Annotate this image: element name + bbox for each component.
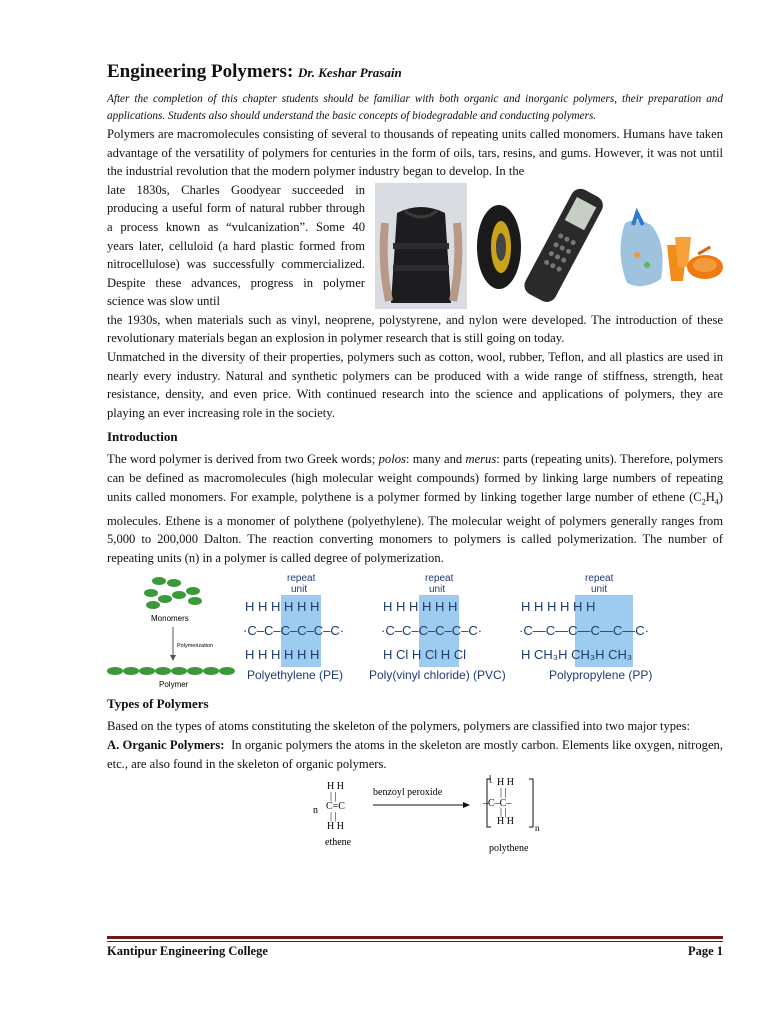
- wrapped-text: late 1830s, Charles Goodyear succeeded in producing a useful form of natural rubber through a process known as “vulcanization”. Some 40 years later, celluloid (a hard plastic formed from nitrocellulose) was successfully commercialized. Despite these advances, progress in polymer science was slow until: [107, 182, 365, 309]
- term-polos: polos: [378, 452, 406, 467]
- polythene-structure: [482, 775, 540, 833]
- footer-college: Kantipur Engineering College: [107, 944, 268, 958]
- svg-text:H CH₃H CH₃H CH₃: H CH₃H CH₃H CH₃: [521, 647, 633, 663]
- footer-rule: [107, 936, 723, 939]
- formula-h: H: [705, 489, 715, 504]
- tire-image: [477, 205, 521, 289]
- pvc-unit-label: unit: [429, 584, 446, 596]
- mobile-phone-image: [521, 185, 606, 305]
- intro-text-a: The word polymer is derived from two Greek words;: [107, 452, 379, 467]
- introduction-paragraph: [107, 450, 723, 567]
- pe-unit-label: unit: [291, 584, 308, 596]
- svg-text:[: [: [489, 775, 493, 785]
- document-page: [107, 60, 723, 859]
- page-title: [107, 60, 723, 85]
- polymer-chain: [107, 667, 235, 675]
- svg-text:| |: | |: [500, 787, 507, 799]
- polymerization-reaction: [107, 775, 723, 859]
- pvc-structure: [381, 599, 482, 662]
- pp-unit-label: unit: [591, 584, 608, 596]
- intro-text-c: : parts (repeating units). Therefore, polymers can be defined as macromolecules (high molecular weight compounds) formed by linking large numbers of repeating units called monomers. For example, polythene is a polymer formed by linking together large number of ethene (C: [107, 452, 724, 504]
- term-merus: merus: [465, 452, 497, 467]
- svg-text:| |: | |: [330, 811, 337, 823]
- polymer-label: Polymer: [159, 680, 189, 690]
- pe-name: Polyethylene (PE): [247, 668, 344, 683]
- pvc-repeat-label: repeat: [425, 573, 454, 585]
- svg-text:–C–C–: –C–C–: [483, 798, 512, 810]
- subscript-2: 2: [701, 497, 706, 507]
- intro-text-b: : many and: [405, 452, 466, 467]
- plastic-bag-image: [620, 213, 662, 286]
- svg-text:| |: | |: [500, 807, 507, 819]
- title-text: Engineering Polymers: [107, 61, 287, 82]
- types-paragraph: Based on the types of atoms constituting the skeleton of the polymers, polymers are classified into two major types:: [107, 719, 691, 734]
- svg-text:·C—C—C—C—C—C·: ·C—C—C—C—C—C·: [519, 623, 649, 639]
- footer-rule-thin: [107, 941, 723, 942]
- history-paragraph: the 1930s, when materials such as vinyl, neoprene, polystyrene, and nylon were developed. The introduction of these revolutionary materials began an explosion in polymer research that is still going on today.: [107, 312, 723, 346]
- organic-polymers-text: In organic polymers the atoms in the skeleton are mostly carbon. Elements like oxygen, nitrogen, etc., are also found in the skeleton of organic polymers.: [107, 738, 723, 771]
- polymer-structures-svg: [107, 573, 723, 689]
- subscript-4: 4: [714, 497, 719, 507]
- svg-text:H H H H H H: H H H H H H: [245, 647, 320, 663]
- svg-text:H H H H H H: H H H H H H: [521, 599, 596, 615]
- reaction-svg: [107, 775, 723, 859]
- ethene-label: ethene: [325, 837, 352, 849]
- polymerization-label: Polymerization: [177, 643, 214, 650]
- polymer-products-photo: [375, 183, 723, 309]
- wrapped-section: [107, 181, 723, 311]
- svg-text:C=C: C=C: [326, 801, 345, 813]
- monomer-cluster: [144, 577, 202, 609]
- ethene-structure: [313, 781, 345, 832]
- svg-text:H H: H H: [497, 777, 514, 789]
- svg-text:·C–C–C–C–C–C·: ·C–C–C–C–C–C·: [381, 623, 483, 639]
- types-heading: Types of Polymers: [107, 696, 209, 712]
- svg-text:H H: H H: [327, 781, 344, 793]
- svg-text:·C–C–C–C–C–C·: ·C–C–C–C–C–C·: [243, 623, 345, 639]
- author-name: Dr. Keshar Prasain: [298, 65, 402, 80]
- pe-structure: [243, 599, 344, 662]
- svg-text:H H H H H H: H H H H H H: [383, 599, 458, 615]
- intro-paragraph: Polymers are macromolecules consisting of several to thousands of repeating units called monomers. Humans have taken advantage of the versatility of polymers for centuries in the form of oils, tars, resins, and gums. However, it was not until the industrial revolution that the modern polymer industry began to develop. In the: [107, 127, 723, 179]
- pp-name: Polypropylene (PP): [549, 668, 653, 683]
- monomers-label: Monomers: [151, 614, 189, 624]
- svg-text:H H: H H: [497, 816, 514, 828]
- polythene-label: polythene: [489, 843, 529, 855]
- properties-paragraph: Unmatched in the diversity of their properties, polymers such as cotton, wool, rubber, Teflon, and all plastics are used in nearly every industry. Natural and synthetic polymers can be produced with a wide range of stiffness, strength, heat resistance, density, and even price. With continued research into the science and applications of polymers, they are playing an ever increasing role in the society.: [107, 349, 723, 420]
- footer-page-number: Page 1: [687, 944, 723, 958]
- svg-text:n: n: [313, 805, 318, 817]
- intro-text-d: ) molecules. Ethene is a monomer of polythene (polyethylene). The molecular weight of polymers generally ranges from 5,000 to 200,000 Dalton. The reaction converting monomers to polymers is called polymerization. The number of repeating units (n) in a polymer is called degree of polymerization.: [107, 489, 723, 565]
- chapter-objectives: After the completion of this chapter students should be familiar with both organic and inorganic polymers, their preparation and applications. Students also should understand the basic concepts of biodegradable and conducting polymers.: [107, 93, 723, 122]
- organic-polymers-label: A. Organic Polymers:: [107, 738, 225, 753]
- pp-repeat-label: repeat: [585, 573, 614, 585]
- page-footer: [107, 944, 723, 959]
- polymer-structures-figure: [107, 573, 723, 689]
- title-separator: :: [286, 61, 299, 82]
- svg-text:| |: | |: [330, 791, 337, 803]
- organic-polymers-paragraph: [107, 736, 723, 773]
- introduction-heading: Introduction: [107, 429, 178, 445]
- pvc-name: Poly(vinyl chloride) (PVC): [369, 668, 506, 683]
- reagent-label: benzoyl peroxide: [373, 787, 443, 799]
- plastic-cups-image: [667, 237, 723, 281]
- svg-text:H H: H H: [327, 821, 344, 833]
- svg-text:n: n: [535, 823, 540, 834]
- svg-text:H H H H H H: H H H H H H: [245, 599, 320, 615]
- pe-repeat-label: repeat: [287, 573, 316, 585]
- svg-text:H Cl H Cl H Cl: H Cl H Cl H Cl: [383, 647, 467, 663]
